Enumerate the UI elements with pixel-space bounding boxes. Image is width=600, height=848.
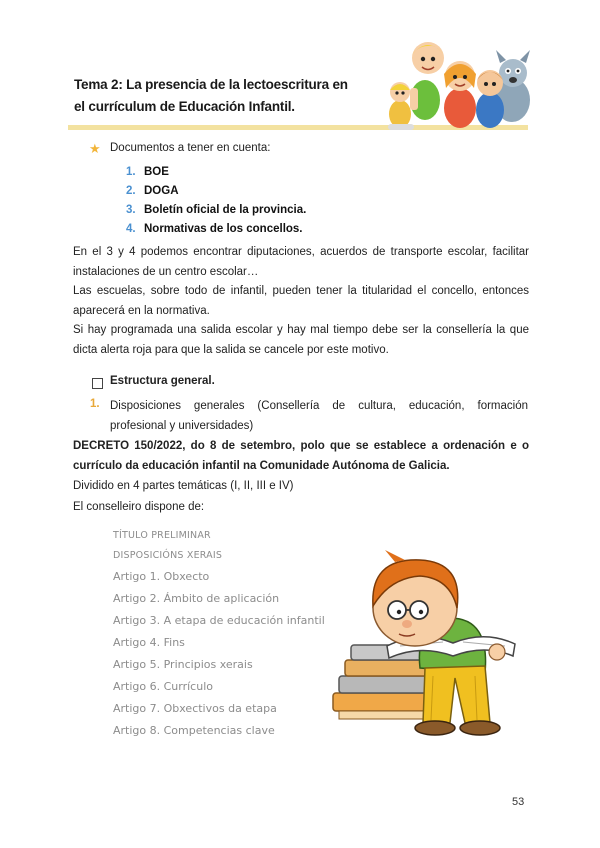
- list-number: 4.: [126, 222, 136, 235]
- article-item: Artigo 6. Currículo: [113, 680, 213, 693]
- list-item: [126, 200, 306, 219]
- article-item: Artigo 8. Competencias clave: [113, 724, 275, 737]
- paragraph: En el 3 y 4 podemos encontrar diputaciones, acuerdos de transporte escolar, facilitar instalaciones de un centro escolar…: [73, 246, 529, 278]
- boy-reading-illustration: [325, 548, 535, 738]
- children-illustration: [380, 28, 535, 133]
- page-title: [74, 74, 384, 118]
- article-item: Artigo 5. Principios xerais: [113, 658, 253, 671]
- conselleiro-text: El conselleiro dispone de:: [73, 501, 205, 513]
- documents-intro: Documentos a tener en cuenta:: [110, 142, 271, 154]
- disposiciones-text: Disposiciones generales (Consellería de cultura, educación, formación profesional y universidades): [110, 400, 528, 432]
- star-bullet-icon: ★: [89, 141, 101, 156]
- disposicions-xerais: DISPOSICIÓNS XERAIS: [113, 550, 223, 561]
- list-item: [126, 181, 306, 200]
- list-item: [126, 162, 306, 181]
- list-text: Boletín oficial de la provincia.: [144, 203, 307, 216]
- list-item: [126, 219, 306, 238]
- paragraph: Las escuelas, sobre todo de infantil, pueden tener la titularidad el concello, entonces aparecerá en la normativa.: [73, 285, 529, 317]
- body-paragraphs: [73, 243, 529, 360]
- list-text: DOGA: [144, 184, 179, 197]
- article-item: Artigo 7. Obxectivos da etapa: [113, 702, 277, 715]
- dividido-text: Dividido en 4 partes temáticas (I, II, III e IV): [73, 480, 294, 492]
- title-line-1: Tema 2: La presencia de la lectoescritura en: [74, 77, 348, 92]
- paragraph: Si hay programada una salida escolar y hay mal tiempo debe ser la consellería la que dicta alerta roja para que la salida se cancele por este motivo.: [73, 324, 529, 356]
- estructura-heading: Estructura general.: [110, 375, 215, 387]
- page-number: 53: [512, 796, 525, 808]
- title-line-2: el currículum de Educación Infantil.: [74, 99, 295, 114]
- list-number: 2.: [126, 184, 136, 197]
- article-item: Artigo 2. Ámbito de aplicación: [113, 592, 280, 605]
- article-item: Artigo 3. A etapa de educación infantil: [113, 614, 325, 627]
- list-text: Normativas de los concellos.: [144, 222, 303, 235]
- articles-list: [113, 530, 325, 746]
- titulo-preliminar: TÍTULO PRELIMINAR: [113, 530, 211, 541]
- article-item: Artigo 1. Obxecto: [113, 570, 210, 583]
- article-item: Artigo 4. Fins: [113, 636, 185, 649]
- list-number: 1.: [126, 165, 136, 178]
- list-number: 3.: [126, 203, 136, 216]
- checkbox-bullet-icon: [92, 378, 103, 389]
- list-text: BOE: [144, 165, 169, 178]
- documents-list: [126, 162, 306, 238]
- list-number: 1.: [90, 398, 100, 410]
- decreto-text: DECRETO 150/2022, do 8 de setembro, polo que se establece a ordenación e o currículo da educación infantil na Comunidade Autónoma de Galicia.: [73, 440, 529, 472]
